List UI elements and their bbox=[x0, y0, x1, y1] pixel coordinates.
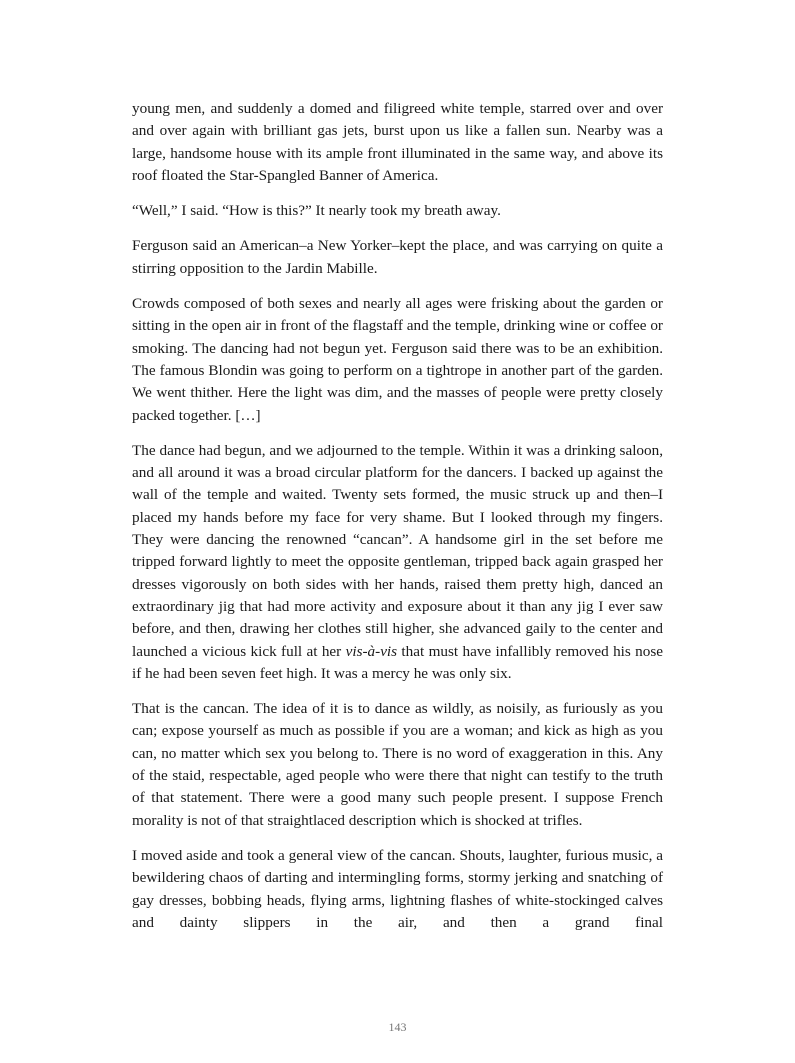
paragraph-text: Crowds composed of both sexes and nearly all ages were frisking about the garden or sitting in the open air in front of the flagstaff and the temple, drinking wine or coffee or smoking. The dancing had not begun yet. Ferguson said there was to be an exhibition. The famous Blondin was going to perform on a tightrope in another part of the garden. We went thither. Here the light was dim, and the masses of people were pretty closely packed together. […] bbox=[132, 295, 663, 424]
paragraph-text: That is the cancan. The idea of it is to dance as wildly, as noisily, as furiously as you can; expose yourself as much as possible if you are a woman; and kick as high as you can, no matter which sex you belong to. There is no word of exaggeration in this. Any of the staid, respectable, aged people who were there that night can testify to the truth of that statement. There were a good many such people present. I suppose French morality is not of that straightlaced description which is shocked at trifles. bbox=[132, 700, 663, 829]
paragraph-crowds bbox=[132, 293, 663, 427]
page-body bbox=[132, 98, 663, 934]
page-number: 143 bbox=[388, 1020, 407, 1034]
paragraph-text: I moved aside and took a general view of the cancan. Shouts, laughter, furious music, a bewildering chaos of darting and intermingling forms, stormy jerking and snatching of gay dresses, bobbing heads, flying arms, lightning flashes of white-stockinged calves and dainty slippers in the air, and then a grand final bbox=[132, 846, 663, 931]
paragraph-that-is-cancan bbox=[132, 698, 663, 832]
paragraph-well-i-said bbox=[132, 200, 663, 222]
paragraph-text: young men, and suddenly a domed and filigreed white temple, starred over and over and over again with brilliant gas jets, burst upon us like a fallen sun. Nearby was a large, handsome house with its ample front illuminated in the same way, and above its roof floated the Star-Spangled Banner of America. bbox=[132, 100, 663, 184]
paragraph-dance-begun bbox=[132, 440, 663, 685]
paragraph-temple bbox=[132, 98, 663, 187]
paragraph-text: Ferguson said an American–a New Yorker–kept the place, and was carrying on quite a stirring opposition to the Jardin Mabille. bbox=[132, 237, 663, 277]
paragraph-italic-text: vis-à-vis bbox=[345, 642, 398, 660]
paragraph-moved-aside bbox=[132, 845, 663, 934]
paragraph-text: “Well,” I said. “How is this?” It nearly took my breath away. bbox=[132, 202, 501, 220]
paragraph-text: The dance had begun, and we adjourned to the temple. Within it was a drinking saloon, and all around it was a broad circular platform for the dancers. I backed up against the wall of the temple and waited. Twenty sets formed, the music struck up and then–I placed my hands before my face for very shame. But I looked through my fingers. They were dancing the renowned “cancan”. A handsome girl in the set before me tripped forward lightly to meet the opposite gentleman, tripped back again grasped her dresses vigorously on both sides with her hands, raised them pretty high, danced an extraordinary jig that had more activity and exposure about it than any jig I ever saw before, and then, drawing her clothes still higher, she advanced gaily to the center and launched a vicious kick full at her bbox=[132, 441, 663, 660]
paragraph-ferguson bbox=[132, 235, 663, 280]
paragraph-text-continued: that must have infallibly removed his nose if he had been seven feet high. It was a mercy he was only six. bbox=[132, 642, 663, 682]
